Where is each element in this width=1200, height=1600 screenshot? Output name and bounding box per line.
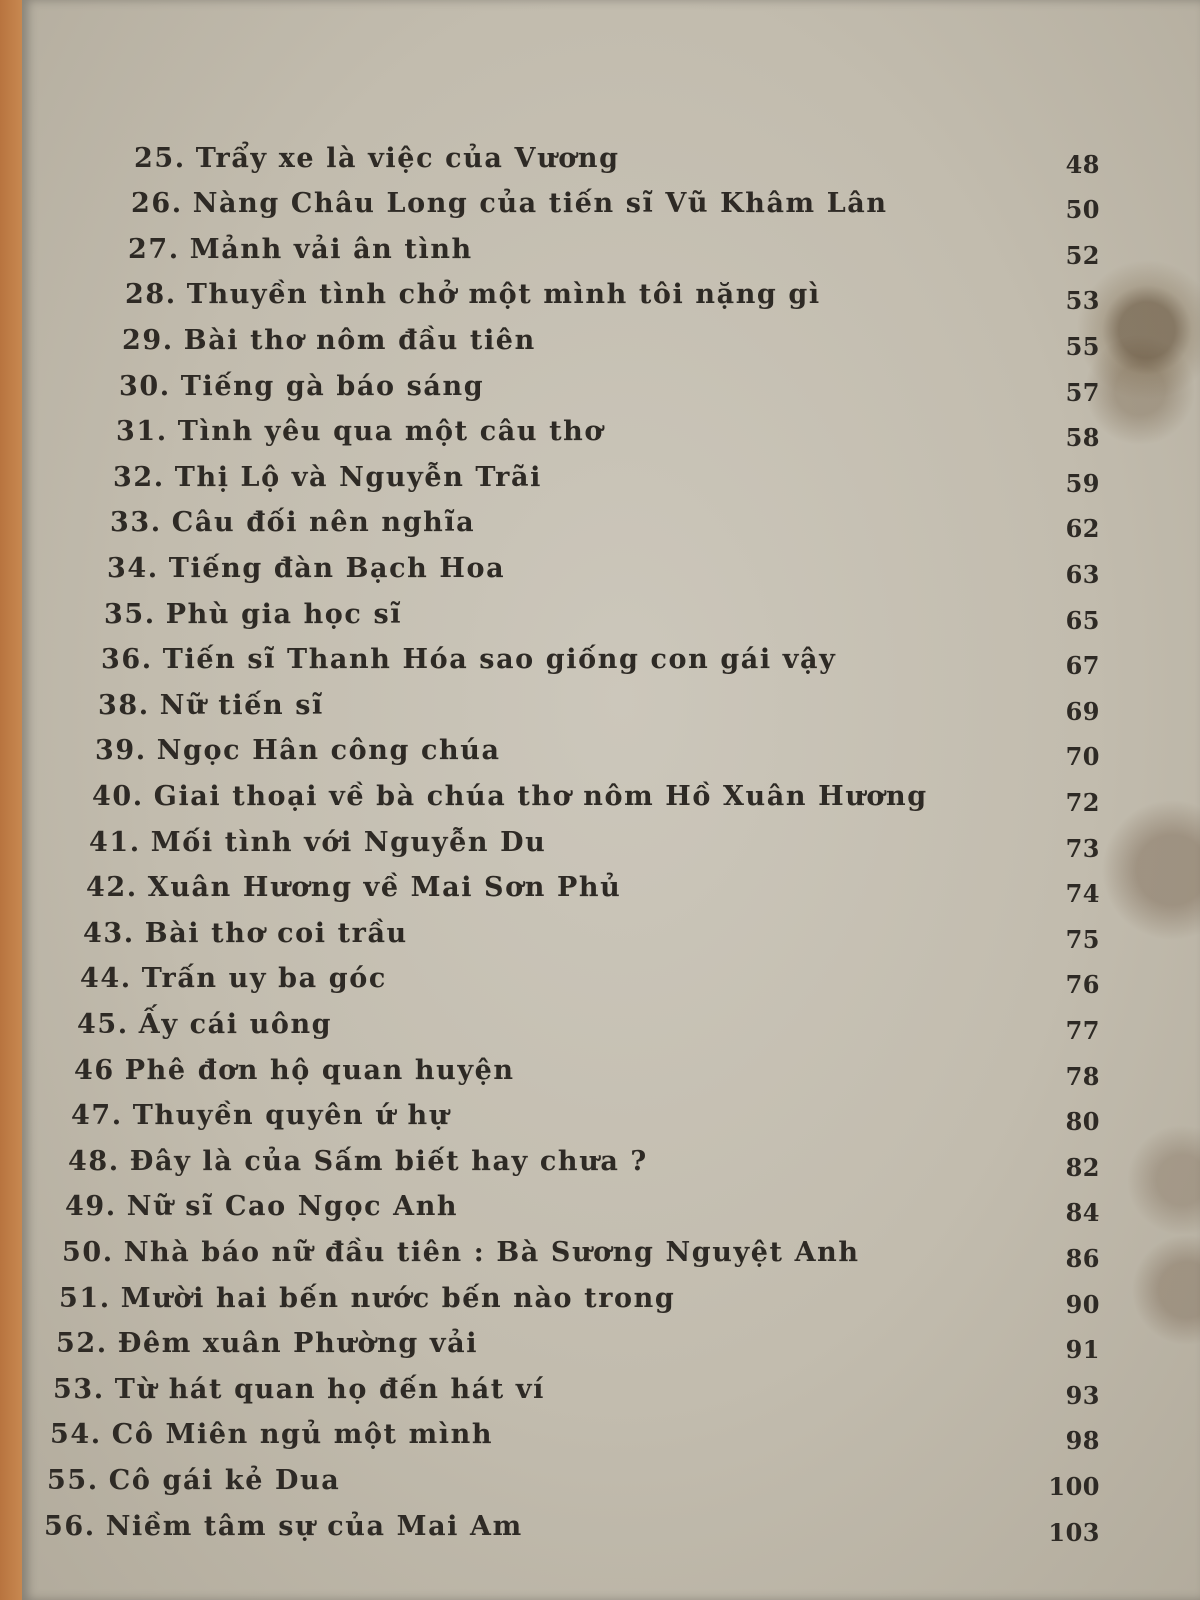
table-of-contents (22, 0, 1200, 1600)
toc-entry-title: Trẩy xe là việc của Vương (195, 142, 620, 174)
toc-entry-title: Nữ sĩ Cao Ngọc Anh (126, 1191, 459, 1223)
toc-entry-number: 26. (131, 188, 183, 220)
toc-entry-number: 46 (74, 1054, 115, 1086)
toc-entry (44, 1506, 523, 1546)
toc-entry-page-number: 98 (1065, 1426, 1100, 1456)
toc-entry (71, 1096, 450, 1136)
toc-entry-page-number: 52 (1065, 240, 1100, 270)
toc-entry-title: Nữ tiến sĩ (159, 689, 324, 721)
toc-entry-title: Tình yêu qua một câu thơ (177, 416, 605, 448)
toc-entry-number: 47. (71, 1100, 123, 1132)
toc-entry-page-number: 82 (1065, 1152, 1100, 1182)
toc-entry (80, 959, 387, 999)
toc-entry (134, 138, 620, 178)
toc-entry-page-number: 70 (1065, 742, 1100, 772)
toc-entry-title: Mảnh vải ân tình (189, 233, 473, 265)
toc-entry-number: 28. (125, 279, 177, 311)
toc-entry (110, 503, 475, 543)
toc-entry (116, 412, 604, 452)
toc-entry-title: Trấn uy ba góc (141, 963, 387, 995)
toc-entry (59, 1278, 675, 1318)
toc-entry (74, 1050, 515, 1090)
toc-entry (119, 366, 484, 406)
toc-entry-number: 40. (92, 780, 144, 812)
toc-entry (56, 1324, 478, 1364)
toc-entry-title: Giai thoại về bà chúa thơ nôm Hồ Xuân Hương (153, 780, 928, 812)
toc-entry-page-number: 55 (1065, 331, 1100, 361)
toc-entry-title: Bài thơ nôm đầu tiên (183, 324, 536, 356)
toc-entry-number: 44. (80, 963, 132, 995)
toc-entry-page-number: 74 (1065, 879, 1100, 909)
toc-entry-number: 52. (56, 1328, 108, 1360)
toc-entry-page-number: 100 (1048, 1471, 1100, 1501)
toc-entry (131, 184, 888, 224)
toc-entry-number: 27. (128, 233, 180, 265)
toc-entry-page-number: 90 (1065, 1289, 1100, 1319)
toc-entry-title: Mối tình với Nguyễn Du (150, 826, 547, 858)
toc-entry-number: 32. (113, 461, 165, 493)
toc-entry-number: 38. (98, 689, 150, 721)
toc-entry-number: 33. (110, 507, 162, 539)
toc-entry (62, 1232, 860, 1272)
toc-entry (68, 1141, 648, 1181)
toc-entry-page-number: 67 (1065, 651, 1100, 681)
toc-entry-number: 53. (53, 1373, 105, 1405)
toc-entry (107, 548, 505, 588)
toc-entry (50, 1415, 493, 1455)
toc-entry-number: 43. (83, 917, 135, 949)
toc-entry-number: 48. (68, 1145, 120, 1177)
toc-entry-page-number: 72 (1065, 787, 1100, 817)
toc-entry (95, 731, 501, 771)
toc-entry-number: 42. (86, 872, 138, 904)
toc-entry-number: 49. (65, 1191, 117, 1223)
toc-entry-title: Phù gia học sĩ (165, 598, 403, 630)
toc-entry (113, 457, 542, 497)
toc-entry-page-number: 84 (1065, 1198, 1100, 1228)
toc-entry-title: Ngọc Hân công chúa (156, 735, 501, 767)
book-page (22, 0, 1200, 1600)
toc-entry-page-number: 86 (1065, 1243, 1100, 1273)
toc-entry (86, 868, 621, 908)
toc-entry (89, 822, 546, 862)
toc-entry-page-number: 80 (1065, 1107, 1100, 1137)
toc-entry (77, 1004, 332, 1044)
toc-entry-title: Thị Lộ và Nguyễn Trãi (174, 461, 542, 493)
toc-entry-number: 31. (116, 416, 168, 448)
toc-entry-number: 50. (62, 1236, 114, 1268)
toc-entry-title: Mười hai bến nước bến nào trong (120, 1282, 676, 1314)
toc-entry-title: Thuyền tình chở một mình tôi nặng gì (186, 279, 821, 311)
toc-entry-number: 30. (119, 370, 171, 402)
toc-entry-number: 55. (47, 1464, 99, 1496)
toc-entry-page-number: 76 (1065, 970, 1100, 1000)
toc-entry-title: Tiến sĩ Thanh Hóa sao giống con gái vậy (162, 644, 837, 676)
toc-entry-page-number: 48 (1065, 149, 1100, 179)
toc-entry-title: Ấy cái uông (138, 1008, 333, 1040)
toc-entry-number: 36. (101, 644, 153, 676)
toc-entry (53, 1369, 545, 1409)
toc-entry (125, 275, 821, 315)
toc-entry (128, 229, 473, 269)
toc-entry-page-number: 57 (1065, 377, 1100, 407)
toc-entry-page-number: 78 (1065, 1061, 1100, 1091)
toc-entry (92, 776, 928, 816)
toc-entry-page-number: 93 (1065, 1380, 1100, 1410)
toc-entry (122, 320, 536, 360)
toc-entry-page-number: 65 (1065, 605, 1100, 635)
toc-entry-title: Tiếng gà báo sáng (180, 370, 485, 402)
toc-entry-title: Thuyền quyên ứ hự (132, 1100, 450, 1132)
toc-entry-title: Đây là của Sấm biết hay chưa ? (129, 1145, 648, 1177)
toc-entry-number: 29. (122, 324, 174, 356)
toc-entry-number: 34. (107, 552, 159, 584)
toc-entry (104, 594, 402, 634)
toc-entry-title: Xuân Hương về Mai Sơn Phủ (147, 872, 622, 904)
toc-entry (47, 1460, 340, 1500)
toc-entry-page-number: 77 (1065, 1015, 1100, 1045)
toc-entry-number: 39. (95, 735, 147, 767)
toc-entry-number: 54. (50, 1419, 102, 1451)
toc-entry-number: 35. (104, 598, 156, 630)
toc-entry-page-number: 103 (1048, 1517, 1100, 1547)
toc-entry-title: Câu đối nên nghĩa (171, 507, 476, 539)
toc-entry (98, 685, 324, 725)
toc-entry-page-number: 91 (1065, 1335, 1100, 1365)
toc-entry-page-number: 58 (1065, 423, 1100, 453)
toc-entry-title: Tiếng đàn Bạch Hoa (168, 552, 506, 584)
toc-entry-number: 41. (89, 826, 141, 858)
toc-entry-title: Từ hát quan họ đến hát ví (114, 1373, 546, 1405)
toc-entry-title: Nàng Châu Long của tiến sĩ Vũ Khâm Lân (192, 188, 888, 220)
toc-entry-page-number: 75 (1065, 924, 1100, 954)
toc-entry-title: Bài thơ coi trầu (144, 917, 408, 949)
toc-entry (83, 913, 408, 953)
toc-entry-number: 56. (44, 1510, 96, 1542)
toc-entry-page-number: 50 (1065, 195, 1100, 225)
toc-entry-title: Cô Miên ngủ một mình (111, 1419, 494, 1451)
toc-entry-page-number: 62 (1065, 514, 1100, 544)
toc-entry-page-number: 73 (1065, 833, 1100, 863)
toc-entry-page-number: 63 (1065, 559, 1100, 589)
toc-entry-number: 45. (77, 1008, 129, 1040)
toc-entry-title: Phê đơn hộ quan huyện (124, 1054, 515, 1086)
toc-entry-title: Đêm xuân Phường vải (117, 1328, 479, 1360)
toc-entry-page-number: 69 (1065, 696, 1100, 726)
toc-entry-number: 51. (59, 1282, 111, 1314)
toc-entry-number: 25. (134, 142, 186, 174)
toc-entry (65, 1187, 458, 1227)
toc-entry-page-number: 59 (1065, 468, 1100, 498)
toc-entry-title: Niềm tâm sự của Mai Am (105, 1510, 523, 1542)
toc-entry-title: Cô gái kẻ Dua (108, 1464, 341, 1496)
toc-entry-page-number: 53 (1065, 286, 1100, 316)
toc-entry-title: Nhà báo nữ đầu tiên : Bà Sương Nguyệt Anh (123, 1236, 860, 1268)
toc-entry (101, 640, 836, 680)
